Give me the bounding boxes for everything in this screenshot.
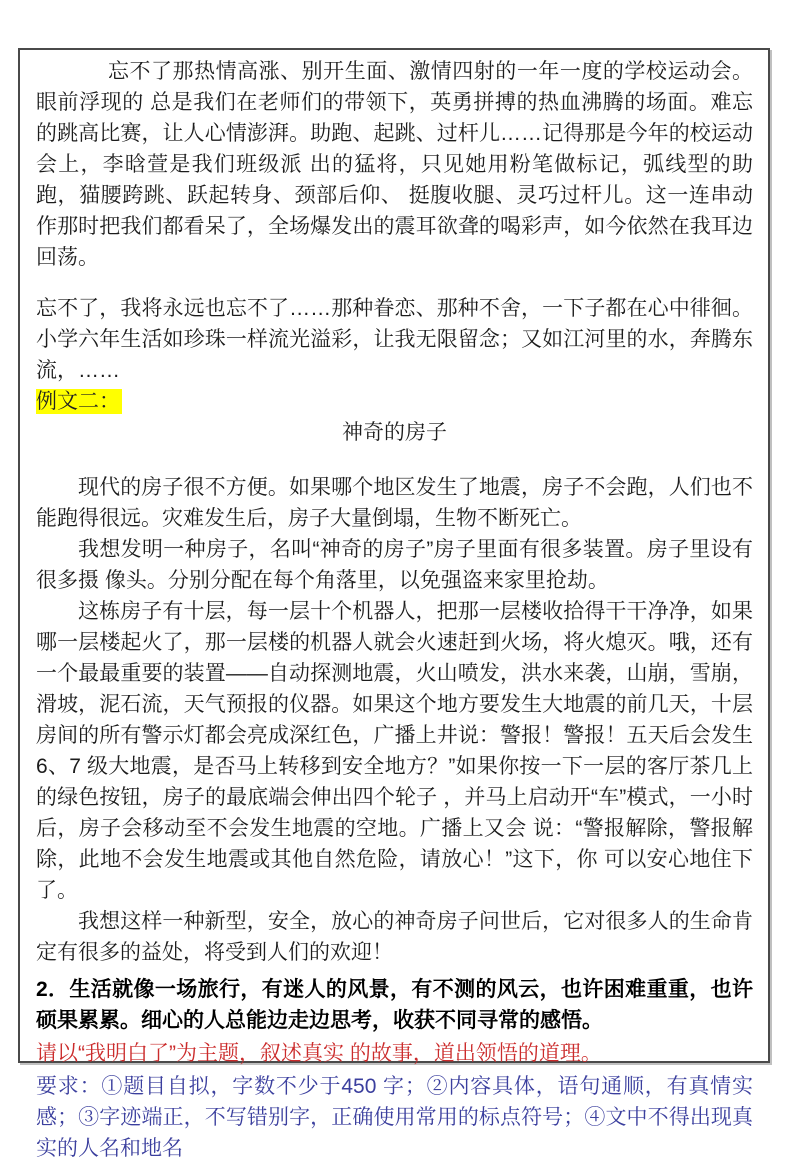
- prompt2-requirements-blue: 要求：①题目自拟，字数不少于450 字；②内容具体，语句通顺，有真情实感；③字迹端正，不写错别字，正确使用常用的标点符号；④文中不得出现真实的人名和地名: [36, 1075, 753, 1160]
- document-frame: [18, 48, 770, 1160]
- example2-label-line: [36, 386, 753, 417]
- para-unforgettable-ending: 忘不了，我将永远也忘不了……那种眷恋、那种不舍，一下子都在心中徘徊。小学六年生活如珍珠一样流光溢彩，让我无限留念；又如江河里的水，奔腾东流，……: [36, 297, 753, 382]
- para-modern-house-problem: 现代的房子很不方便。如果哪个地区发生了地震，房子不会跑，人们也不能跑得很远。灾难发生后，房子大量倒塌，生物不断死亡。: [36, 476, 753, 530]
- example2-title: 神奇的房子: [342, 421, 447, 444]
- prompt2-intro-bold: 2．生活就像一场旅行，有迷人的风景，有不测的风云，也许困难重重，也许硕果累累。细心的人总能边走边思考，收获不同寻常的感悟。: [36, 978, 753, 1032]
- prompt2-theme-red: 请以“我明白了”为主题，叙述真实 的故事，道出领悟的道理。: [36, 1042, 602, 1065]
- para-sports-meet: 忘不了那热情高涨、别开生面、激情四射的一年一度的学校运动会。眼前浮现的 总是我们在老师们的带领下，英勇拼搏的热血沸腾的场面。难忘的跳高比赛，让人心情澎湃。助跑、起跳、过杆儿……记得那是今年的校运动会上，李晗萱是我们班级派 出的猛将，只见她用粉笔做标记，弧线型的助跑，猫腰跨跳、跃起转身、颈部后仰、 挺腹收腿、灵巧过杆儿。这一连串动作那时把我们都看呆了，全场爆发出的震耳欲聋的喝彩声，如今依然在我耳边回荡。: [36, 60, 753, 269]
- para-invention-idea: 我想发明一种房子，名叫“神奇的房子”房子里面有很多装置。房子里设有很多摄 像头。分别分配在每个角落里，以免强盗来家里抢劫。: [36, 538, 753, 592]
- para-ten-floors-robots: 这栋房子有十层，每一层十个机器人，把那一层楼收拾得干干净净，如果哪一层楼起火了，那一层楼的机器人就会火速赶到火场，将火熄灭。哦，还有一个最最重要的装置——自动探测地震，火山喷发，洪水来袭，山崩，雪崩，滑坡，泥石流，天气预报的仪器。如果这个地方要发生大地震的前几天，十层房间的所有警示灯都会亮成深红色，广播上井说：警报！警报！五天后会发生6、7 级大地震，是否马上转移到安全地方？”如果你按一下一层的客厅茶几上的绿色按钮，房子的最底端会伸出四个轮子 ，并马上启动开“车”模式，一小时后，房子会移动至不会发生地震的空地。广播上又会 说：“警报解除，警报解除，此地不会发生地震或其他自然危险，请放心！”这下，你 可以安心地住下了。: [36, 600, 753, 902]
- example2-label-highlight: 例文二：: [36, 390, 120, 413]
- para-conclusion: 我想这样一种新型，安全，放心的神奇房子问世后，它对很多人的生命肯定有很多的益处，将受到人们的欢迎！: [36, 910, 753, 964]
